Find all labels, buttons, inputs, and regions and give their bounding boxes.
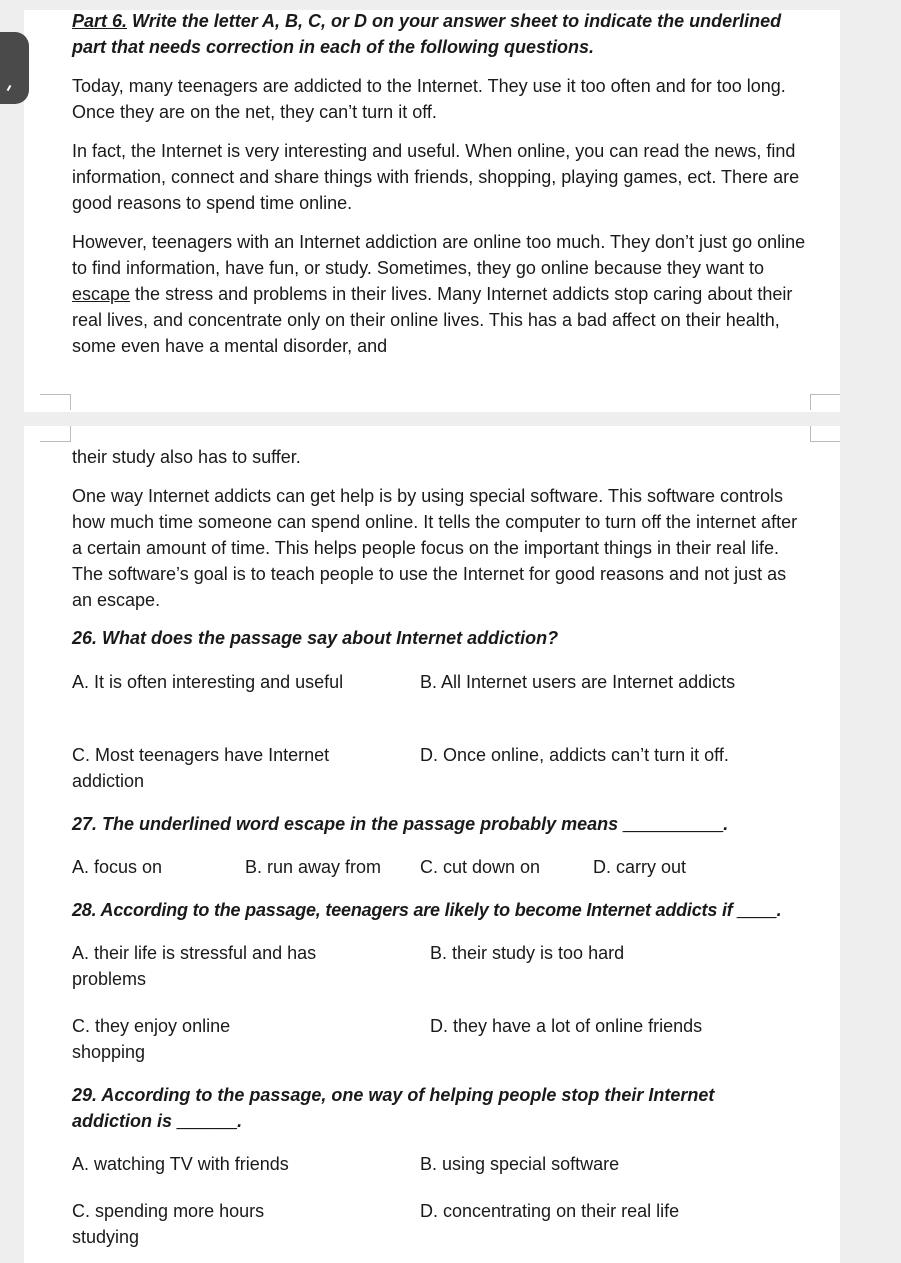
question-28 <box>72 897 812 923</box>
q28-option-a: A. their life is stressful and has problems <box>72 943 317 989</box>
q29-option-d: D. concentrating on their real life <box>420 1201 680 1221</box>
crop-mark <box>810 394 840 395</box>
q28-option-c: C. they enjoy online shopping <box>72 1016 231 1062</box>
q28-end: . <box>776 900 782 920</box>
question-29 <box>72 1082 752 1134</box>
instruction-line-1: Write the letter A, B, C, or D on your answer sheet to indicate the underlined <box>127 11 782 31</box>
q29-end: . <box>237 1111 243 1131</box>
crop-mark <box>810 441 840 442</box>
q28-blank: ____ <box>737 900 777 920</box>
q28-option-d: D. they have a lot of online friends <box>430 1016 703 1036</box>
q26-option-a: A. It is often interesting and useful <box>72 672 344 692</box>
q28-text: 28. According to the passage, teenagers are likely to become Internet addicts if <box>72 900 733 920</box>
q27-option-a: A. focus on <box>72 857 163 877</box>
q29-option-b: B. using special software <box>420 1154 620 1174</box>
passage-paragraph-2: In fact, the Internet is very interesting and useful. When online, you can read the news, find information, connect and share things with friends, shopping, playing games, ect. There are good reasons to spend time online. <box>72 141 800 213</box>
passage-p3-after: the stress and problems in their lives. Many Internet addicts stop caring about their real lives, and concentrate only on their online lives. This has a bad affect on their health, some even have a mental disorder, and <box>72 284 793 356</box>
q26-option-d: D. Once online, addicts can’t turn it off. <box>420 745 729 765</box>
q29-option-a: A. watching TV with friends <box>72 1154 289 1174</box>
crop-mark <box>810 426 811 442</box>
q27-blank: __________ <box>623 814 724 834</box>
crop-mark <box>40 441 70 442</box>
crop-mark <box>70 426 71 442</box>
q29-text: 29. According to the passage, one way of helping people stop their Internet addiction is <box>72 1085 715 1131</box>
q27-text: 27. The underlined word escape in the passage probably means <box>72 814 619 834</box>
crop-mark <box>70 394 71 410</box>
crop-mark <box>40 394 70 395</box>
passage-paragraph-4: One way Internet addicts can get help is by using special software. This software controls how much time someone can spend online. It tells the computer to turn off the internet after a certain amount of time. This helps people focus on the important things in their real life. The software’s goal is to teach people to use the Internet for good reasons and not just as an escape. <box>72 486 798 610</box>
question-26: 26. What does the passage say about Internet addiction? <box>72 628 559 648</box>
question-27 <box>72 811 812 837</box>
tab-mark-icon <box>7 85 12 91</box>
passage-p3-before: However, teenagers with an Internet addiction are online too much. They don’t just go online to find information, have fun, or study. Sometimes, they go online because they want to <box>72 232 806 278</box>
q29-blank: ______ <box>177 1111 238 1131</box>
part-6-header <box>72 8 812 34</box>
q29-option-c: C. spending more hours studying <box>72 1201 265 1247</box>
q27-option-c: C. cut down on <box>420 857 541 877</box>
passage-paragraph-3-continued: their study also has to suffer. <box>72 447 301 467</box>
q26-option-c: C. Most teenagers have Internet addiction <box>72 745 330 791</box>
underlined-word-escape: escape <box>72 284 131 304</box>
q26-option-b: B. All Internet users are Internet addicts <box>420 672 736 692</box>
part-6-label: Part 6. <box>72 11 128 31</box>
q27-option-d: D. carry out <box>593 857 687 877</box>
instruction-line-2: part that needs correction in each of the following questions. <box>72 37 595 57</box>
crop-mark <box>810 394 811 410</box>
passage-paragraph-3 <box>72 229 814 359</box>
passage-paragraph-1: Today, many teenagers are addicted to the Internet. They use it too often and for too long. Once they are on the net, they can’t turn it off. <box>72 76 786 122</box>
side-tab-handle[interactable] <box>0 32 29 104</box>
q28-option-b: B. their study is too hard <box>430 943 625 963</box>
q27-option-b: B. run away from <box>245 857 382 877</box>
q27-end: . <box>723 814 729 834</box>
